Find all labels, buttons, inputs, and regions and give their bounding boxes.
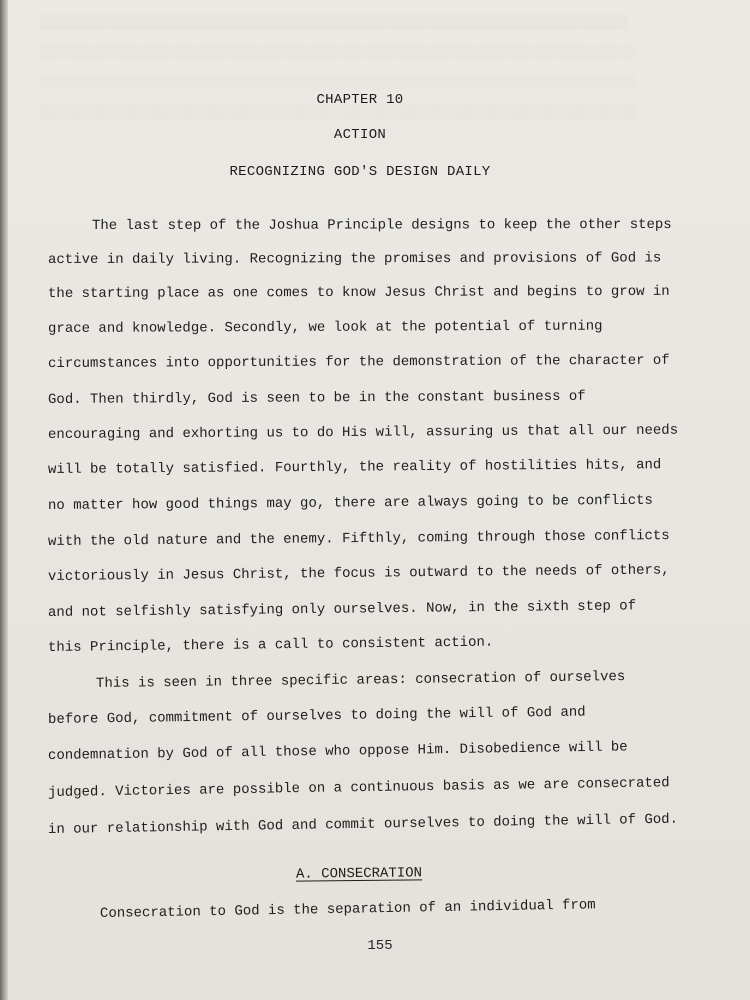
paragraph-1-line: circumstances into opportunities for the demonstration of the character of [47, 352, 670, 372]
paragraph-1-line: active in daily living. Recognizing the promises and provisions of God is [47, 250, 662, 268]
paragraph-2-line: in our relationship with God and commit ourselves to doing the will of God. [47, 811, 679, 838]
paragraph-1-line: God. Then thirdly, God is seen to be in the constant business of [47, 388, 586, 408]
paragraph-1-line: will be totally satisfied. Fourthly, the reality of hostilities hits, and [47, 457, 662, 478]
paragraph-1-line: encouraging and exhorting us to do His will, assuring us that all our needs [47, 422, 679, 443]
binding-edge [0, 0, 8, 1000]
paragraph-1-line: victoriously in Jesus Christ, the focus is outward to the needs of others, [47, 562, 670, 585]
subsection-first-line: Consecration to God is the separation of an individual from [99, 897, 596, 922]
paragraph-1-line: grace and knowledge. Secondly, we look at the potential of turning [47, 318, 603, 337]
paragraph-2-line: judged. Victories are possible on a continuous basis as we are consecrated [47, 775, 670, 801]
chapter-title: RECOGNIZING GOD'S DESIGN DAILY [229, 164, 491, 180]
chapter-number: CHAPTER 10 [316, 92, 404, 108]
page-number: 155 [367, 938, 393, 954]
paragraph-1-line: no matter how good things may go, there are always going to be conflicts [47, 492, 653, 514]
paragraph-1-line: with the old nature and the enemy. Fifthly, coming through those conflicts [47, 528, 670, 550]
paragraph-1-line: this Principle, there is a call to consistent action. [47, 634, 494, 656]
paragraph-2-line: before God, commitment of ourselves to doing the will of God and [47, 704, 586, 728]
section-label: ACTION [333, 127, 387, 143]
paragraph-2-line: This is seen in three specific areas: consecration of ourselves [95, 669, 626, 692]
paragraph-2-line: condemnation by God of all those who oppose Him. Disobedience will be [47, 739, 628, 764]
show-through-texture: ▒▒▒▒▒▒▒▒▒▒▒▒▒▒▒▒▒▒▒▒▒▒▒▒▒▒▒▒▒▒▒▒▒▒▒▒▒▒▒▒▒▒▒▒▒▒▒▒▒▒▒▒▒▒▒▒▒▒▒▒▒▒▒▒▒▒▒▒▒▒ ░░░░░░░░░░░░░░░░░░░░░░░░░░░░░░░░░░░░░░░░░░░░░░░░░░░░░░░░░░░░░░░░░░░░░░░ ░░░░░░░░░░░░░░░░░░░░░░░░░░░░░░░░░░░░░░░░░░░░░░░░░░░░░░░░░░░░░░░░░░░░░░░ ░░░░░░░░░░░░░░░░░░░░░░░░░░░░░░░░░░░░░░░░░░░░░░░░░░░░░░░░░░░░░░░░░░░░░░░ [40, 15, 637, 121]
paragraph-1-line: and not selfishly satisfying only ourselves. Now, in the sixth step of [47, 598, 637, 621]
paragraph-1-line: The last step of the Joshua Principle designs to keep the other steps [91, 216, 672, 234]
subsection-heading: A. CONSECRATION [295, 865, 423, 883]
paragraph-1-line: the starting place as one comes to know Jesus Christ and begins to grow in [47, 283, 670, 302]
